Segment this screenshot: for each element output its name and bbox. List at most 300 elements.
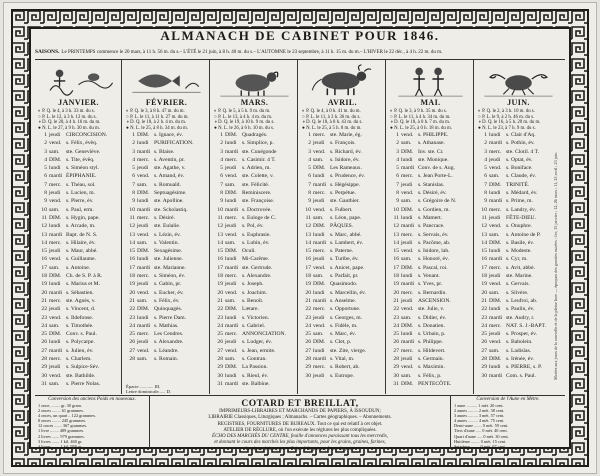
day-number: 30 xyxy=(481,372,487,379)
moon-phase: ● N. L. le 27, à 9 h. 30 m. du m. xyxy=(38,125,100,131)
saint-name: s. Hilaire, év. xyxy=(66,239,96,246)
weekday: lundi xyxy=(137,256,149,263)
day-number: 17 xyxy=(393,264,399,271)
saint-name: FÊTE-DIEU. xyxy=(506,214,536,221)
day-number: 10 xyxy=(41,206,47,213)
weekday: jeudi xyxy=(313,140,325,147)
weekday: DIM. xyxy=(313,339,326,346)
saint-name: s. Pancrace. xyxy=(418,223,445,230)
day-number: 27 xyxy=(41,347,47,354)
saint-name: s. Germain. xyxy=(418,356,444,363)
weekday: sam. xyxy=(489,347,500,354)
zodiac-vignette xyxy=(479,62,558,98)
saint-name: ste. Apolline. xyxy=(154,198,184,205)
day-row xyxy=(37,156,121,164)
weekday: jeudi xyxy=(489,156,501,163)
day-row xyxy=(477,131,561,139)
weekday: merc. xyxy=(401,289,414,296)
day-number: 22 xyxy=(393,306,399,313)
saint-name: ste. Audry, r. xyxy=(506,314,535,321)
saint-name: s. Yves, pr. xyxy=(418,281,443,288)
saint-name: s. Jean Porte-L. xyxy=(418,173,453,180)
saint-name: s. Georges, m. xyxy=(330,314,363,321)
day-row xyxy=(213,181,297,189)
saint-name: s. Hildevert. xyxy=(418,347,446,354)
saint-name: s. Lubin, év. xyxy=(242,239,270,246)
weekday: merc. xyxy=(225,273,238,280)
saint-name: s. Lézin, év. xyxy=(154,231,181,238)
weekday: jeudi xyxy=(49,248,61,255)
publisher-line: ÉCHO DES MARCHÉS DU CENTRE, feuille d'annonces paraissant tous les mercredis, xyxy=(212,434,388,440)
saint-name: ÉPIPHANIE. xyxy=(66,173,97,180)
saint-name: s. Joachim. xyxy=(242,289,268,296)
day-number: 22 xyxy=(481,306,487,313)
saint-name: s. Gontran. xyxy=(242,356,267,363)
day-number: 14 xyxy=(305,239,311,246)
saint-name: s. Paulin, év. xyxy=(506,306,535,313)
saint-name: s. Fidèle, m. xyxy=(330,322,358,329)
weight-row: 12 onces ....... 367 grammes. xyxy=(38,423,88,429)
day-row xyxy=(125,322,209,330)
saint-name: s. Hygin, pape. xyxy=(66,214,100,221)
day-row xyxy=(37,355,121,363)
day-number: 28 xyxy=(305,356,311,363)
saint-name: ste. Zite, vierge. xyxy=(330,347,367,354)
day-number: 4 xyxy=(484,156,487,163)
weekday: merc. xyxy=(489,264,502,271)
weekday: lundi xyxy=(489,132,501,138)
saint-name: ste. Colette, v. xyxy=(242,173,274,180)
day-row xyxy=(125,297,209,305)
saint-name: ste. Agnès, v. xyxy=(66,297,96,304)
day-row xyxy=(389,314,473,322)
weekday: jeudi xyxy=(313,198,325,205)
moon-phase: ● N. L. le 26, à 6 h. 10 m. du s. xyxy=(214,125,275,131)
day-number: 9 xyxy=(484,198,487,205)
day-list xyxy=(125,131,209,363)
day-number: 16 xyxy=(41,256,47,263)
aune-conversion-box xyxy=(450,396,565,448)
day-number: 10 xyxy=(393,206,399,213)
moon-phase: ◐ P. Q. le 2, à 3 h. 10 m. du s. xyxy=(478,109,535,114)
day-row xyxy=(37,164,121,172)
weekday: sam. xyxy=(49,148,60,155)
day-number: 31 xyxy=(41,380,47,387)
weekday: sam. xyxy=(313,331,324,338)
day-number: 17 xyxy=(41,264,47,271)
day-row xyxy=(389,131,473,139)
saint-name: ste. Geneviève. xyxy=(66,148,101,155)
day-number: 31 xyxy=(393,380,399,387)
day-number: 10 xyxy=(129,206,135,213)
month-name: JANVIER. xyxy=(58,98,99,107)
day-number: 29 xyxy=(481,364,487,371)
moon-phases xyxy=(390,109,472,131)
greek-key-frame xyxy=(11,9,589,467)
month-name: MARS. xyxy=(240,98,269,107)
day-row xyxy=(125,214,209,222)
day-number: 13 xyxy=(481,231,487,238)
day-number: 5 xyxy=(44,165,47,172)
weekday: jeudi xyxy=(489,214,501,221)
month-name: JUIN. xyxy=(507,98,530,107)
day-row xyxy=(213,297,297,305)
day-number: 1 xyxy=(220,132,223,138)
aune-row: Demi-aune ....... 0 mèt. 59 cent. xyxy=(454,423,509,429)
weekday: vend. xyxy=(313,322,326,329)
day-row xyxy=(301,305,385,313)
day-row xyxy=(37,322,121,330)
weights-conversion-box xyxy=(35,396,150,448)
saint-name: Quasimodo. xyxy=(330,281,358,288)
day-row xyxy=(389,264,473,272)
weekday: DIM. xyxy=(489,239,502,246)
day-row xyxy=(389,172,473,180)
day-number: 1 xyxy=(308,132,311,138)
day-row xyxy=(213,380,297,388)
day-row xyxy=(125,164,209,172)
day-row xyxy=(301,214,385,222)
day-list xyxy=(301,131,385,380)
saint-name: s. Ladislas. xyxy=(506,347,532,354)
saint-name: ste. Gertrude. xyxy=(242,264,273,271)
saint-name: s. Léon, pape. xyxy=(330,214,362,221)
aune-row: 2 aunes ......... 2 mèt. 38 cent. xyxy=(454,408,505,414)
day-row xyxy=(213,289,297,297)
day-number: 20 xyxy=(41,289,47,296)
weekday: jeudi xyxy=(225,281,237,288)
day-number: 24 xyxy=(129,322,135,329)
zodiac-vignette xyxy=(39,62,118,98)
day-row xyxy=(37,297,121,305)
zodiac-vignette xyxy=(215,62,294,98)
day-row xyxy=(389,305,473,313)
weekday: lundi xyxy=(313,289,325,296)
weekday: jeudi xyxy=(225,165,237,172)
day-number: 3 xyxy=(484,148,487,155)
saint-name: s. Mathias. xyxy=(154,322,179,329)
saint-name: s. Prime, m. xyxy=(506,198,533,205)
day-number: 11 xyxy=(41,214,47,221)
day-number: 9 xyxy=(44,198,47,205)
day-row xyxy=(125,330,209,338)
day-row xyxy=(213,355,297,363)
day-number: 12 xyxy=(129,223,135,230)
publisher-line: REGISTRES, FOURNITURES DE BUREAUX. Tout ce qui est relatif à cet objet. xyxy=(217,421,383,427)
day-number: 9 xyxy=(220,198,223,205)
weekday: DIM. xyxy=(313,165,326,172)
saint-name: s. Athanase. xyxy=(418,140,445,147)
day-number: 9 xyxy=(132,198,135,205)
weekday: sam. xyxy=(401,314,412,321)
day-number: 12 xyxy=(481,223,487,230)
day-number: 2 xyxy=(308,140,311,147)
weekday: mardi xyxy=(225,206,239,213)
day-number: 14 xyxy=(129,239,135,246)
saint-name: s. Siméon styl. xyxy=(66,165,99,172)
weekday: vend. xyxy=(137,173,150,180)
weekday: DIM. xyxy=(489,356,502,363)
moon-phase: ◑ D. Q. le 18, à 2 h. 4 m. du m. xyxy=(126,120,187,126)
saint-name: s. Prosper, év. xyxy=(506,331,537,338)
moon-phase: ○ P. L. le 12, à 3 h. 13 m. du s. xyxy=(38,114,97,120)
weekday: mardi xyxy=(49,231,63,238)
weight-row: 8 onces ........ 245 grammes. xyxy=(38,418,87,424)
day-number: 22 xyxy=(305,306,311,313)
publisher-line: IMPRIMEURS-LIBRAIRES ET MARCHANDS DE PAPIERS, À ISSOUDUN; xyxy=(219,409,381,414)
day-row xyxy=(301,272,385,280)
day-number: 4 xyxy=(132,156,135,163)
day-number: 20 xyxy=(481,289,487,296)
day-number: 25 xyxy=(305,331,311,338)
weekday: vend. xyxy=(401,132,414,138)
weight-row: 3 livres ....... 1 kil. 468 gr. xyxy=(38,438,83,444)
day-list xyxy=(213,131,297,388)
saint-name: ste. Monique. xyxy=(418,156,449,163)
saint-name: Sexagésime. xyxy=(154,248,183,255)
saint-name: s. Eucher, év. xyxy=(154,289,184,296)
saint-name: Les Cendres. xyxy=(154,331,184,338)
day-number: 22 xyxy=(129,306,135,313)
weekday: sam. xyxy=(401,372,412,379)
aune-row: Seizième ........ 0 mèt. 07 cent. xyxy=(454,443,506,449)
day-list xyxy=(389,131,473,388)
day-row xyxy=(301,347,385,355)
weekday: sam. xyxy=(313,214,324,221)
day-row xyxy=(389,231,473,239)
day-number: 7 xyxy=(308,181,311,188)
saint-name: s. Guillaume. xyxy=(66,256,96,263)
saint-name: s. Léandre. xyxy=(154,347,179,354)
weekday: vend. xyxy=(489,281,502,288)
day-number: 17 xyxy=(305,264,311,271)
saint-name: s. Casimir. 4 T. xyxy=(242,156,276,163)
day-row xyxy=(477,247,561,255)
saint-name: s. Lucien, m. xyxy=(66,190,96,197)
day-row xyxy=(389,280,473,288)
saint-name: Ch. de S. P. à R. xyxy=(66,273,103,280)
saint-name: s. Euphrasie. xyxy=(242,231,271,238)
day-row xyxy=(213,372,297,380)
weekday: lundi xyxy=(489,364,501,371)
saint-name: s. Gordien, m. xyxy=(418,206,450,213)
day-row xyxy=(389,322,473,330)
day-number: 16 xyxy=(481,256,487,263)
day-row xyxy=(125,197,209,205)
saint-name: s. Romain. xyxy=(154,356,179,363)
day-number: 7 xyxy=(484,181,487,188)
month-column xyxy=(299,60,386,394)
saint-name: s. Basile, év. xyxy=(506,239,535,246)
almanac-sheet xyxy=(3,2,597,474)
saint-name: s. Siméon, év. xyxy=(154,273,186,280)
weekday: jeudi xyxy=(401,297,413,304)
saint-name: s. Désiré, év. xyxy=(418,190,447,197)
day-row xyxy=(125,247,209,255)
weekday: mardi xyxy=(137,264,151,271)
weekday: sam. xyxy=(137,181,148,188)
zodiac-vignette xyxy=(391,62,470,98)
weekday: jeudi xyxy=(137,339,149,346)
saint-name: s. Benoît. xyxy=(242,297,264,304)
day-row xyxy=(477,297,561,305)
day-number: 30 xyxy=(41,372,47,379)
day-row xyxy=(213,139,297,147)
saint-name: s. Sébastien. xyxy=(66,289,94,296)
day-number: 28 xyxy=(217,356,223,363)
saint-name: ste. Clotil. 4 T. xyxy=(506,148,540,155)
day-number: 21 xyxy=(41,297,47,304)
day-row xyxy=(213,148,297,156)
saint-name: s. Pacôme, ab. xyxy=(418,239,451,246)
weekday: vend. xyxy=(313,264,326,271)
saint-name: s. Optat, év. xyxy=(506,156,533,163)
day-number: 24 xyxy=(305,322,311,329)
day-number: 10 xyxy=(481,206,487,213)
weekday: vend. xyxy=(225,173,238,180)
weekday: jeudi xyxy=(489,331,501,338)
day-row xyxy=(477,189,561,197)
day-number: 6 xyxy=(132,173,135,180)
day-row xyxy=(389,239,473,247)
saint-name: s. Timothée. xyxy=(66,322,94,329)
saint-name: s. Philippe. xyxy=(418,339,444,346)
saint-name: s. Silvère. xyxy=(506,289,529,296)
weekday: mardi xyxy=(313,297,327,304)
saint-name: s. Opportune. xyxy=(330,306,361,313)
moon-phases xyxy=(214,109,296,131)
day-row xyxy=(477,347,561,355)
taurus-icon xyxy=(303,62,382,98)
weekday: DIM. xyxy=(137,306,150,313)
almanac-content xyxy=(35,28,565,452)
day-number: 8 xyxy=(132,190,135,197)
day-number: 14 xyxy=(217,239,223,246)
weekday: vend. xyxy=(137,231,150,238)
day-row xyxy=(125,131,209,139)
weekday: sam. xyxy=(225,297,236,304)
saint-name: s. Isidore, év. xyxy=(330,156,360,163)
day-row xyxy=(37,172,121,180)
saint-name: s. François. xyxy=(330,140,356,147)
weekday: mardi xyxy=(489,256,503,263)
day-row xyxy=(37,264,121,272)
moon-phases xyxy=(126,109,208,131)
day-number: 18 xyxy=(41,273,47,280)
day-row xyxy=(477,197,561,205)
weekday: merc. xyxy=(137,273,150,280)
day-row xyxy=(37,239,121,247)
day-number: 29 xyxy=(305,364,311,371)
day-number: 18 xyxy=(393,273,399,280)
saint-name: s. Irénée, év. xyxy=(506,356,535,363)
weight-row: 2 livres ....... 979 grammes. xyxy=(38,433,85,439)
day-row xyxy=(37,222,121,230)
saint-name: s. Victorien. xyxy=(242,314,270,321)
weekday: DIM. xyxy=(401,264,414,271)
day-number: 18 xyxy=(217,273,223,280)
day-number: 19 xyxy=(129,281,135,288)
saint-name: s. Sulpice-Sév. xyxy=(66,364,100,371)
day-number: 25 xyxy=(393,331,399,338)
saint-name: s. Maur, abbé. xyxy=(66,248,98,255)
weekday: lundi xyxy=(313,231,325,238)
day-number: 18 xyxy=(305,273,311,280)
day-number: 7 xyxy=(132,181,135,188)
weekday: mardi xyxy=(137,148,151,155)
day-row xyxy=(301,372,385,380)
saint-name: s. Honoré, év. xyxy=(418,256,449,263)
day-number: 4 xyxy=(220,156,223,163)
day-row xyxy=(389,189,473,197)
saint-name: s. Servais, év. xyxy=(418,231,449,238)
aquarius-icon xyxy=(39,62,118,98)
saint-name: s. Théau, sol. xyxy=(66,181,96,188)
saint-name: s. Valentin. xyxy=(154,239,179,246)
saint-name: Septuagésime. xyxy=(154,190,187,197)
day-row xyxy=(213,131,297,139)
weekday: vend. xyxy=(401,364,414,371)
day-number: 12 xyxy=(217,223,223,230)
pisces-icon xyxy=(127,62,206,98)
saint-name: Lætare. xyxy=(242,306,259,313)
day-number: 17 xyxy=(217,264,223,271)
day-row xyxy=(477,239,561,247)
saint-name: s. Robert, ab. xyxy=(330,364,360,371)
weekday: vend. xyxy=(313,148,326,155)
weekday: DIM. xyxy=(225,190,238,197)
day-number: 1 xyxy=(396,132,399,138)
weekday: sam. xyxy=(401,256,412,263)
day-number: 23 xyxy=(217,314,223,321)
saint-name: s. Hégésippe. xyxy=(330,181,360,188)
day-number: 9 xyxy=(396,198,399,205)
day-row xyxy=(301,297,385,305)
weekday: lundi xyxy=(49,339,61,346)
months-grid xyxy=(35,60,565,394)
saint-name: s. Clet, p. xyxy=(330,339,352,346)
weekday: DIM. xyxy=(489,297,502,304)
seasons-label: SAISONS. xyxy=(35,49,60,55)
day-number: 29 xyxy=(217,364,223,371)
saint-name: s. Pol, év. xyxy=(242,223,264,230)
weekday: sam. xyxy=(225,181,236,188)
moon-phase: ◐ P. Q. le 3, à 9 h. 35 m. du s. xyxy=(390,109,447,114)
day-number: 11 xyxy=(481,214,487,221)
weekday: lundi xyxy=(489,190,501,197)
saint-name: s. Pothin, év. xyxy=(506,140,535,147)
moon-phase: ○ P. L. le 13, à 4 h. 4 m. du m. xyxy=(214,114,273,120)
weekday: jeudi xyxy=(137,281,149,288)
day-number: 3 xyxy=(132,148,135,155)
day-number: 2 xyxy=(484,140,487,147)
day-row xyxy=(301,164,385,172)
day-row xyxy=(37,363,121,371)
day-number: 14 xyxy=(41,239,47,246)
publisher-line: bestiaux, laines, etc. – Prix : 8 fr. par an, franc de port. xyxy=(245,446,355,452)
weekday: lundi xyxy=(137,314,149,321)
day-row xyxy=(477,172,561,180)
saint-name: Quinquagés. xyxy=(154,306,183,313)
weekday: lundi xyxy=(225,140,237,147)
day-row xyxy=(477,156,561,164)
weekday: DIM. xyxy=(49,214,62,221)
weight-row: 1 once, ........ gr. 30 gram. xyxy=(38,403,82,408)
saint-name: s. Clair d'Aq. xyxy=(506,132,536,138)
day-row xyxy=(125,172,209,180)
day-number: 24 xyxy=(393,322,399,329)
weekday: sam. xyxy=(313,156,324,163)
